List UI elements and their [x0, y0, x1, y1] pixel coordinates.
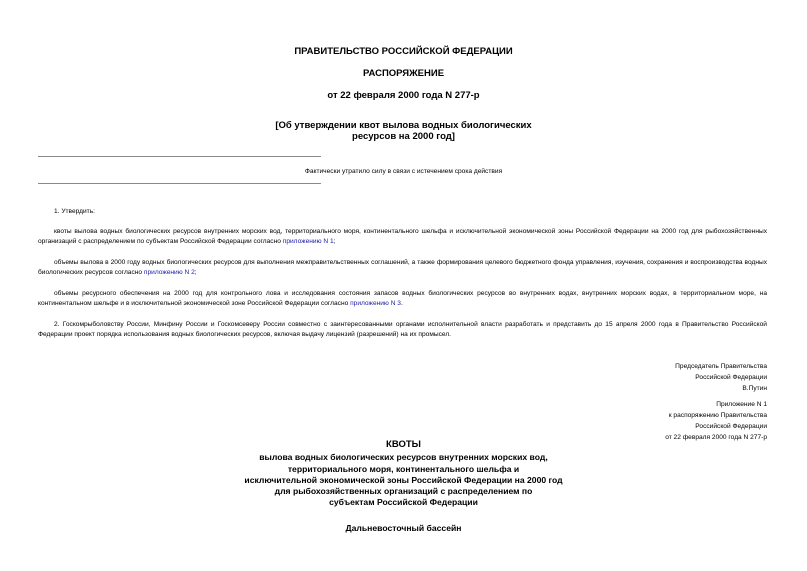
- paragraph-1: 1. Утвердить:: [54, 208, 95, 215]
- appendix-reference: [665, 399, 767, 443]
- appendix-heading: КВОТЫ: [386, 439, 421, 450]
- appendix-ref-line-3: Российской Федерации: [695, 423, 767, 430]
- paragraph-2: [38, 227, 767, 247]
- government-title: ПРАВИТЕЛЬСТВО РОССИЙСКОЙ ФЕДЕРАЦИИ: [294, 46, 513, 57]
- link-appendix-1[interactable]: приложению N 1: [282, 238, 334, 245]
- appendix-title-line-3: исключительной экономической зоны Российской Федерации на 2000 год: [244, 475, 563, 485]
- signature-line-3: В.Путин: [742, 385, 767, 392]
- basin-heading: Дальневосточный бассейн: [345, 523, 462, 533]
- paragraph-2-text: квоты вылова водных биологических ресурсов внутренних морских вод, территориального моря, континентального шельфа и исключительной экономической зоны Российской Федерации на 2000 год для рыбохозяйственных организаций с распределением по субъектам Российской Федерации согласно: [38, 228, 767, 245]
- appendix-title-line-5: субъектам Российской Федерации: [329, 497, 478, 507]
- divider-top: [38, 156, 321, 157]
- link-appendix-2[interactable]: приложению N 2: [143, 269, 195, 276]
- paragraph-3-end: ;: [194, 269, 197, 276]
- link-appendix-3[interactable]: приложению N 3: [350, 300, 401, 307]
- paragraph-3: [38, 258, 767, 278]
- document-subject-line-1: [Об утверждении квот вылова водных биологических: [275, 120, 532, 131]
- paragraph-3-text: объемы вылова в 2000 году водных биологических ресурсов для выполнения межправительственных соглашений, а также формирования целевого бюджетного фонда управления, изучения, сохранения и воспроизводства водных биологических ресурсов согласно: [38, 259, 767, 276]
- paragraph-4: [38, 289, 767, 309]
- signature-block: [675, 361, 767, 394]
- signature-line-2: Российской Федерации: [695, 374, 767, 381]
- appendix-ref-line-1: Приложение N 1: [716, 401, 767, 408]
- appendix-ref-line-2: к распоряжению Правительства: [668, 412, 767, 419]
- appendix-ref-line-4: от 22 февраля 2000 года N 277-р: [665, 434, 767, 441]
- appendix-title-line-1: вылова водных биологических ресурсов внутренних морских вод,: [259, 452, 548, 462]
- appendix-title-line-4: для рыбохозяйственных организаций с распределением по: [274, 486, 533, 496]
- divider-bottom: [38, 183, 321, 184]
- status-note: Фактически утратило силу в связи с истечением срока действия: [304, 168, 503, 175]
- document-type: РАСПОРЯЖЕНИЕ: [362, 68, 445, 79]
- paragraph-5: 2. Госкомрыболовству России, Минфину России и Госкомсеверу России совместно с заинтересованными органами исполнительной власти разработать и представить до 15 апреля 2000 года в Правительство Российской Федерации проект порядка использования водных биологических ресурсов, включая выдачу лицензий (разрешений) на их промысел.: [38, 321, 767, 338]
- document-date-number: от 22 февраля 2000 года N 277-р: [327, 90, 480, 101]
- appendix-title-line-2: территориального моря, континентального шельфа и: [287, 464, 520, 474]
- paragraph-4-text: объемы ресурсного обеспечения на 2000 год для контрольного лова и исследования состояния запасов водных биологических ресурсов во внутренних водах, внутренних морских водах, в территориальном море, на континентальном шельфе и в исключительной экономической зоне Российской Федерации согласно: [38, 290, 767, 307]
- paragraph-4-end: .: [400, 300, 403, 307]
- paragraph-2-end: ;: [333, 238, 336, 245]
- signature-line-1: Председатель Правительства: [675, 363, 767, 370]
- document-subject-line-2: ресурсов на 2000 год]: [352, 131, 455, 142]
